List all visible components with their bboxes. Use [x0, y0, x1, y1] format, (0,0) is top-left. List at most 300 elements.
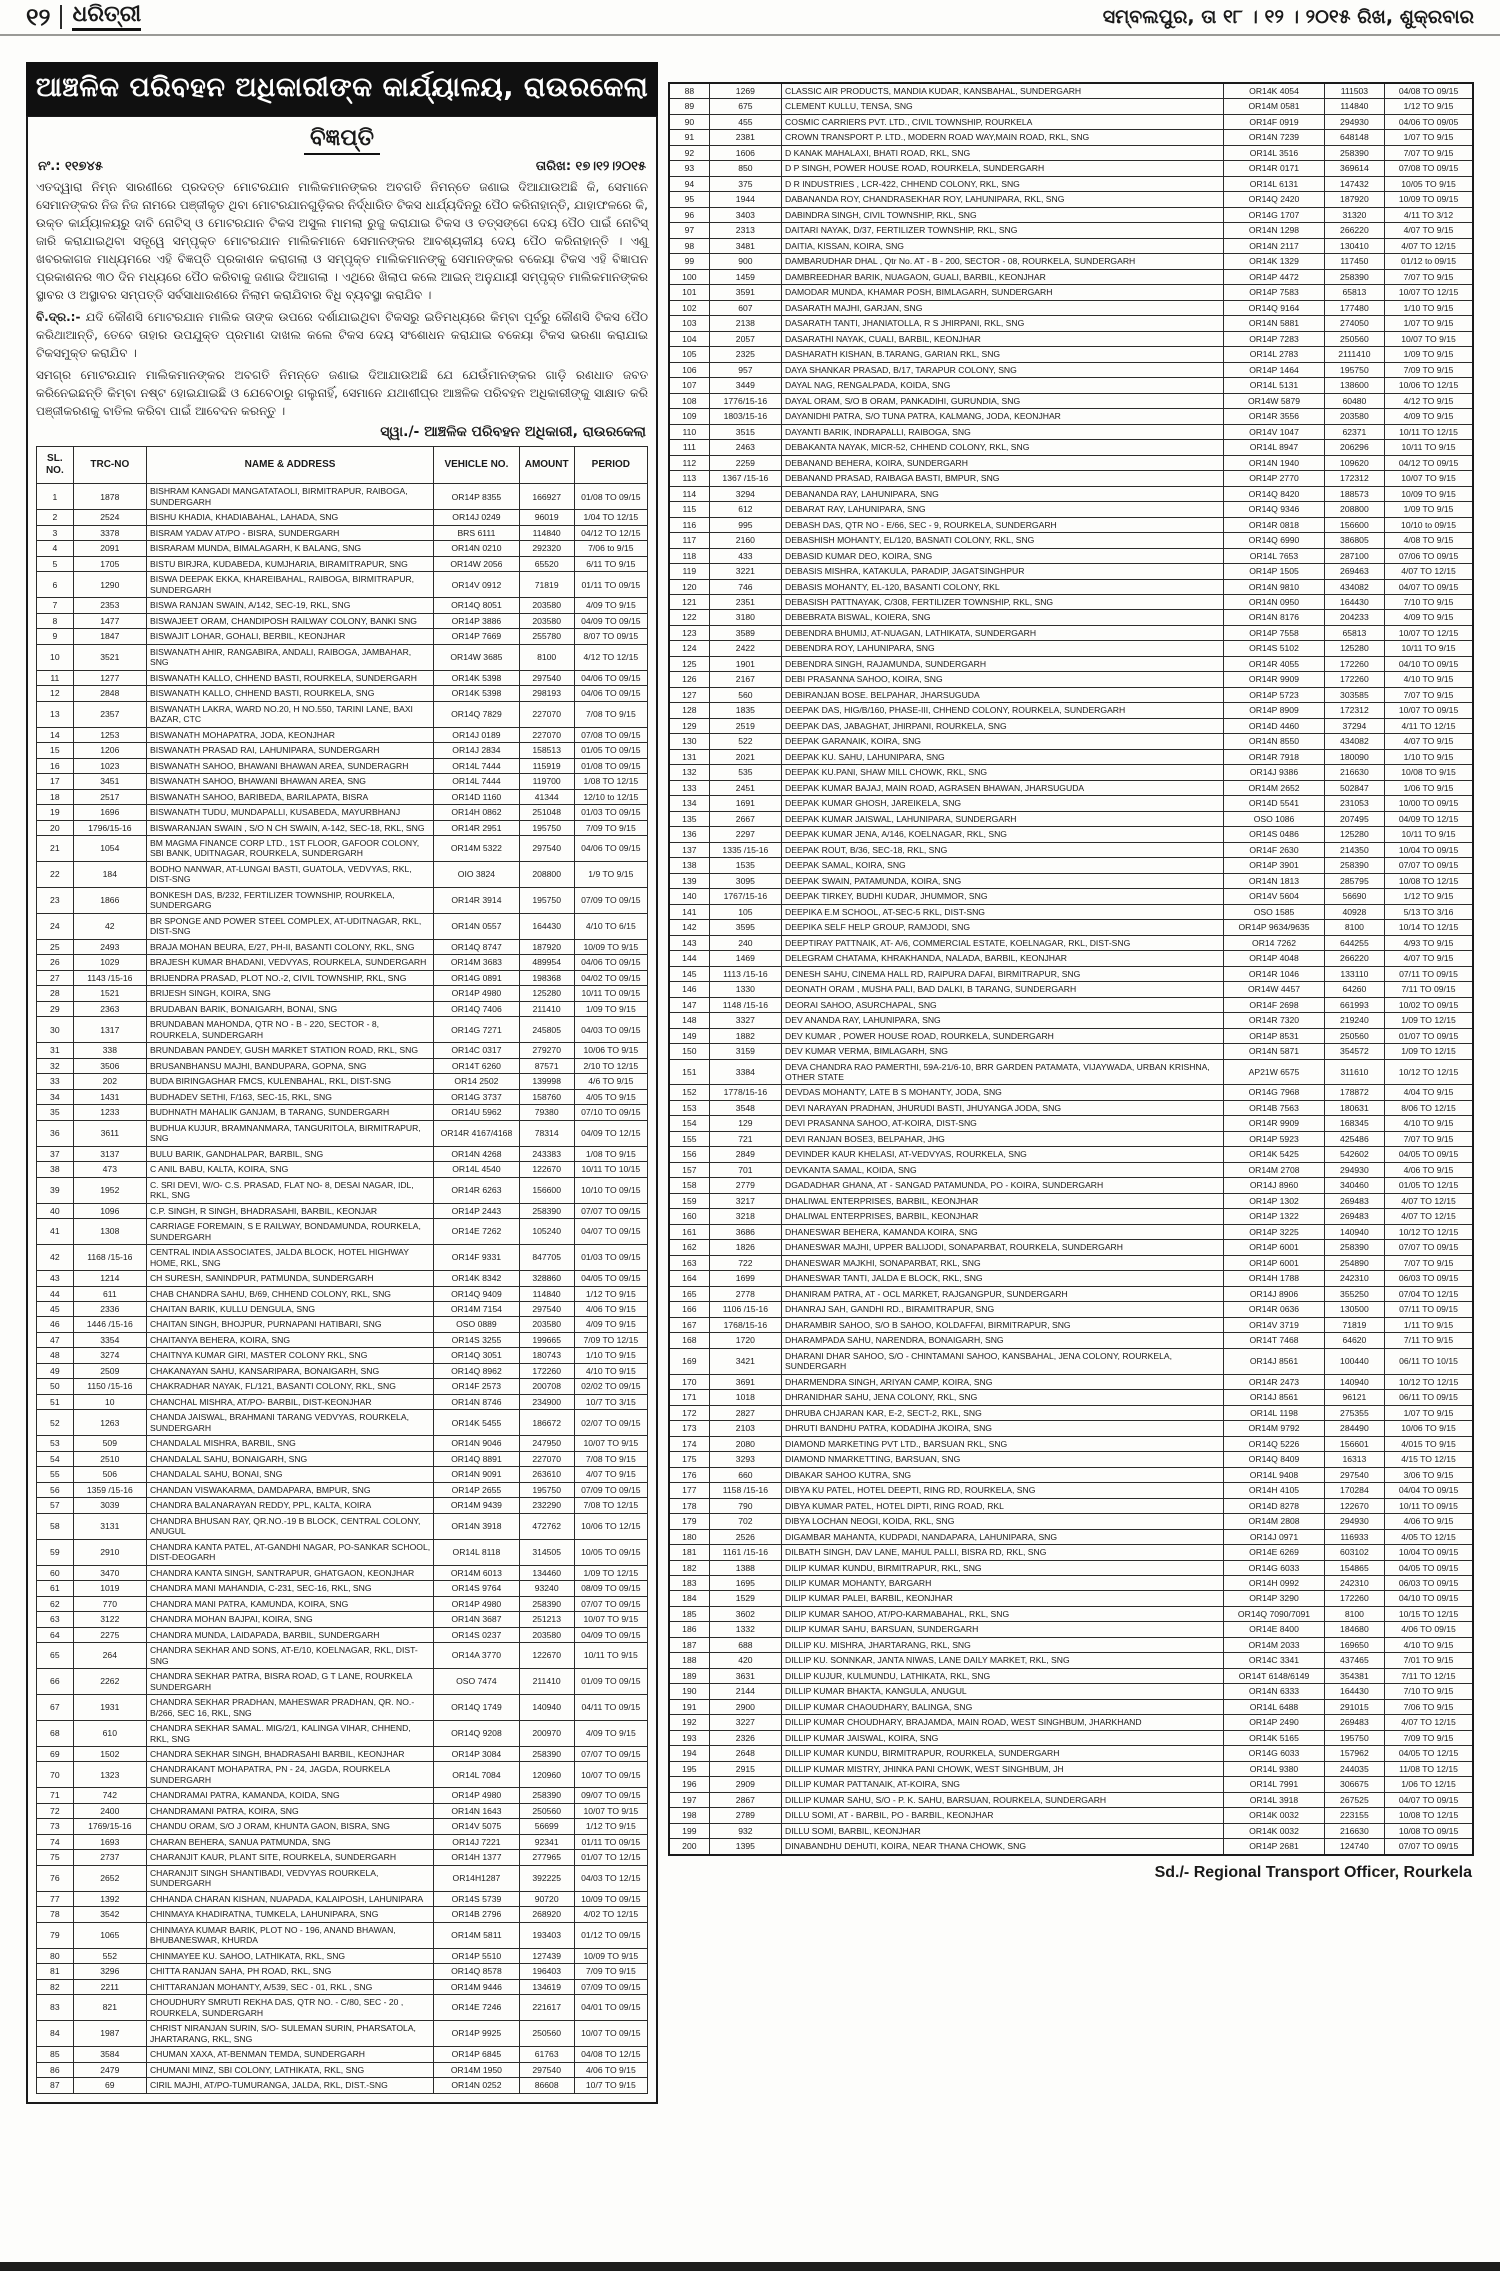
cell-vehicle: OR14P 9925: [434, 2021, 520, 2047]
cell-trc: 2400: [73, 1803, 146, 1818]
cell-trc: 1335 /15-16: [709, 842, 781, 857]
cell-vehicle: OR14J 8561: [1224, 1390, 1325, 1405]
cell-vehicle: OR14T 6148/6149: [1224, 1668, 1325, 1683]
cell-name: CHANDRAMANI PATRA, KOIRA, SNG: [146, 1803, 433, 1818]
cell-trc: 2652: [73, 1865, 146, 1891]
cell-amount: 211410: [519, 1669, 574, 1695]
cell-amount: 234900: [519, 1394, 574, 1409]
cell-period: 10/07 TO 9/15: [1385, 331, 1473, 346]
cell-period: 4/93 TO 9/15: [1385, 935, 1473, 950]
cell-sl: 159: [669, 1193, 709, 1208]
cell-amount: 206296: [1324, 440, 1384, 455]
cell-amount: 109620: [1324, 455, 1384, 470]
cell-period: 04/05 TO 09/15: [1385, 1147, 1473, 1162]
cell-name: DASHARATH KISHAN, B.TARANG, GARIAN RKL, SNG: [782, 347, 1224, 362]
cell-vehicle: OR14S 5739: [434, 1891, 520, 1906]
cell-vehicle: OR14L 7084: [434, 1762, 520, 1788]
table-row: [669, 1224, 1473, 1239]
cell-amount: 180743: [519, 1348, 574, 1363]
cell-trc: 1029: [73, 955, 146, 970]
cell-trc: 850: [709, 161, 781, 176]
cell-amount: 294930: [1324, 1514, 1384, 1529]
cell-vehicle: OR14N 0950: [1224, 594, 1325, 609]
cell-sl: 48: [37, 1348, 74, 1363]
cell-sl: 122: [669, 610, 709, 625]
table-row: [37, 1162, 648, 1177]
table-row: [37, 556, 648, 571]
table-row: [669, 300, 1473, 315]
cell-name: BISWANATH AHIR, RANGABIRA, ANDALI, RAIBOGA, JAMBAHAR, SNG: [146, 644, 433, 670]
table-row: [669, 641, 1473, 656]
table-row: [669, 1333, 1473, 1348]
column-header-vehicle: VEHICLE NO.: [434, 447, 520, 484]
cell-amount: 269483: [1324, 1209, 1384, 1224]
cell-trc: 3481: [709, 238, 781, 253]
cell-trc: 1699: [709, 1271, 781, 1286]
cell-name: CHANDRA MUNDA, LAIDAPADA, BARBIL, SUNDERGARH: [146, 1627, 433, 1642]
cell-vehicle: OR14N 3918: [434, 1513, 520, 1539]
cell-trc: 3449: [709, 378, 781, 393]
cell-vehicle: OR14L 3918: [1224, 1792, 1325, 1807]
cell-name: DAYAL ORAM, S/O B ORAM, PANKADIHI, GURUNDIA, SNG: [782, 393, 1224, 408]
cell-amount: 250560: [1324, 1028, 1384, 1043]
cell-amount: 434082: [1324, 579, 1384, 594]
cell-period: 1/07 TO 9/15: [1385, 1405, 1473, 1420]
cell-name: DHARAMBIR SAHOO, S/O B SAHOO, KOLDAFFAI, BIRMITRAPUR, SNG: [782, 1317, 1224, 1332]
cell-amount: 122670: [1324, 1498, 1384, 1513]
cell-period: 04/06 TO 09/15: [574, 670, 647, 685]
cell-vehicle: OR14S 0237: [434, 1627, 520, 1642]
cell-period: 04/09 TO 09/15: [574, 613, 647, 628]
cell-sl: 70: [37, 1762, 74, 1788]
cell-vehicle: OR14Q 9409: [434, 1286, 520, 1301]
table-row: [669, 656, 1473, 671]
cell-trc: 552: [73, 1948, 146, 1963]
cell-period: 10/08 TO 09/15: [1385, 1823, 1473, 1838]
cell-amount: 92341: [519, 1834, 574, 1849]
table-row: [37, 629, 648, 644]
cell-sl: 13: [37, 701, 74, 727]
cell-period: 07/07 TO 09/15: [1385, 1839, 1473, 1855]
cell-period: 4/07 TO 12/15: [1385, 1193, 1473, 1208]
cell-trc: 3131: [73, 1513, 146, 1539]
cell-sl: 160: [669, 1209, 709, 1224]
table-row: [37, 774, 648, 789]
cell-amount: 116933: [1324, 1529, 1384, 1544]
cell-amount: 258390: [519, 1747, 574, 1762]
cell-sl: 49: [37, 1363, 74, 1378]
cell-amount: 279270: [519, 1043, 574, 1058]
cell-period: 1/09 TO 12/15: [1385, 1044, 1473, 1059]
cell-vehicle: OR14Q 7090/7091: [1224, 1606, 1325, 1621]
cell-sl: 189: [669, 1668, 709, 1683]
cell-vehicle: OR14L 7444: [434, 758, 520, 773]
table-row: [37, 1891, 648, 1906]
cell-sl: 90: [669, 114, 709, 129]
cell-trc: 1952: [73, 1177, 146, 1203]
cell-amount: 203580: [519, 1317, 574, 1332]
cell-period: 07/07 TO 09/15: [574, 1596, 647, 1611]
cell-trc: 240: [709, 935, 781, 950]
cell-name: CHANDRA MANI PATRA, KAMUNDA, KOIRA, SNG: [146, 1596, 433, 1611]
cell-trc: 3294: [709, 486, 781, 501]
cell-trc: 1096: [73, 1203, 146, 1218]
cell-amount: 154865: [1324, 1560, 1384, 1575]
cell-period: 10/07 TO 09/15: [574, 2021, 647, 2047]
cell-trc: 3180: [709, 610, 781, 625]
tax-defaulters-table-left: [36, 446, 648, 2094]
cell-vehicle: OSO 7474: [434, 1669, 520, 1695]
cell-trc: 1290: [73, 572, 146, 598]
cell-period: 4/08 TO 9/15: [1385, 533, 1473, 548]
cell-amount: 258390: [519, 1596, 574, 1611]
table-row: [37, 1788, 648, 1803]
notice-date: ତାରିଖ: ୧୭।୧୨।୨୦୧୫: [535, 159, 646, 174]
cell-sl: 115: [669, 502, 709, 517]
cell-sl: 74: [37, 1834, 74, 1849]
cell-amount: 195750: [1324, 362, 1384, 377]
cell-vehicle: OR14 2502: [434, 1074, 520, 1089]
cell-vehicle: OR14N 9091: [434, 1467, 520, 1482]
cell-trc: 1054: [73, 836, 146, 862]
cell-period: 07/08 TO 09/15: [574, 727, 647, 742]
table-row: [669, 1684, 1473, 1699]
cell-name: DILIP KUMAR MOHANTY, BARGARH: [782, 1575, 1224, 1590]
cell-name: DHANESWAR MAJHI, UPPER BALIJODI, SONAPARBAT, ROURKELA, SUNDERGARH: [782, 1240, 1224, 1255]
cell-trc: 1065: [73, 1922, 146, 1948]
table-row: [37, 1922, 648, 1948]
cell-amount: 96121: [1324, 1390, 1384, 1405]
cell-trc: 2493: [73, 939, 146, 954]
cell-trc: 2325: [709, 347, 781, 362]
cell-vehicle: OR14M 3683: [434, 955, 520, 970]
cell-trc: 702: [709, 1514, 781, 1529]
cell-amount: 117450: [1324, 254, 1384, 269]
cell-trc: 3274: [73, 1348, 146, 1363]
table-row: [669, 1013, 1473, 1028]
cell-trc: 3217: [709, 1193, 781, 1208]
cell-period: 1/04 TO 12/15: [574, 510, 647, 525]
cell-name: CHUMANI MINZ, SBI COLONY, LATHIKATA, RKL, SNG: [146, 2062, 433, 2077]
table-row: [669, 1637, 1473, 1652]
cell-name: DAMBREEDHAR BARIK, NUAGAON, GUALI, BARBIL, KEONJHAR: [782, 269, 1224, 284]
cell-sl: 152: [669, 1085, 709, 1100]
cell-name: DEBASIS MOHANTY, EL-120, BASANTI COLONY, RKL: [782, 579, 1224, 594]
cell-amount: 434082: [1324, 734, 1384, 749]
cell-sl: 86: [37, 2062, 74, 2077]
cell-sl: 190: [669, 1684, 709, 1699]
cell-vehicle: OR14M 5811: [434, 1922, 520, 1948]
cell-amount: 847705: [519, 1245, 574, 1271]
cell-trc: 509: [73, 1436, 146, 1451]
table-row: [37, 1819, 648, 1834]
cell-amount: 140940: [1324, 1374, 1384, 1389]
table-row: [669, 362, 1473, 377]
cell-vehicle: OR14Q 3051: [434, 1348, 520, 1363]
cell-period: 1/07 TO 9/15: [1385, 130, 1473, 145]
cell-period: 10/7 TO 3/15: [574, 1394, 647, 1409]
cell-sl: 138: [669, 858, 709, 873]
cell-name: CHINMAYA KHADIRATNA, TUMKELA, LAHUNIPARA, SNG: [146, 1907, 433, 1922]
cell-amount: 243383: [519, 1146, 574, 1161]
cell-period: 4/015 TO 9/15: [1385, 1436, 1473, 1451]
table-row: [37, 2047, 648, 2062]
cell-name: CHAB CHANDRA SAHU, B/69, CHHEND COLONY, RKL, SNG: [146, 1286, 433, 1301]
note-label: ବି.ଦ୍ର.:-: [36, 310, 81, 324]
cell-vehicle: OR14N 0557: [434, 913, 520, 939]
table-row: [669, 1209, 1473, 1224]
cell-name: DILIP KUMAR PALEI, BARBIL, KEONJHAR: [782, 1591, 1224, 1606]
cell-trc: 1535: [709, 858, 781, 873]
cell-trc: 1233: [73, 1105, 146, 1120]
cell-sl: 9: [37, 629, 74, 644]
cell-sl: 187: [669, 1637, 709, 1652]
cell-sl: 117: [669, 533, 709, 548]
cell-amount: 60480: [1324, 393, 1384, 408]
cell-vehicle: OR14Q 7829: [434, 701, 520, 727]
cell-sl: 22: [37, 861, 74, 887]
cell-amount: 303585: [1324, 687, 1384, 702]
cell-vehicle: OR14P 4472: [1224, 269, 1325, 284]
table-row: [669, 440, 1473, 455]
cell-period: 4/07 TO 12/15: [1385, 238, 1473, 253]
table-row: [37, 1565, 648, 1580]
cell-vehicle: OR14M 9446: [434, 1979, 520, 1994]
cell-amount: 386805: [1324, 533, 1384, 548]
cell-amount: 200970: [519, 1721, 574, 1747]
cell-sl: 126: [669, 672, 709, 687]
table-row: [669, 811, 1473, 826]
cell-amount: 125280: [1324, 641, 1384, 656]
table-row: [669, 99, 1473, 114]
cell-name: DEEPAK SWAIN, PATAMUNDA, KOIRA, SNG: [782, 873, 1224, 888]
cell-amount: 90720: [519, 1891, 574, 1906]
cell-vehicle: OR14L 8947: [1224, 440, 1325, 455]
cell-period: 04/06 TO 09/15: [574, 686, 647, 701]
cell-sl: 67: [37, 1695, 74, 1721]
cell-amount: 291015: [1324, 1699, 1384, 1714]
cell-period: 07/09 TO 09/15: [574, 887, 647, 913]
table-row: [669, 1839, 1473, 1855]
cell-period: 01/08 TO 09/15: [574, 484, 647, 510]
cell-name: DHANIRAM PATRA, AT - OCL MARKET, RAJGANGPUR, SUNDERGARH: [782, 1286, 1224, 1301]
cell-name: DASARATH TANTI, JHANIATOLLA, R S JHIRPANI, RKL, SNG: [782, 316, 1224, 331]
cell-amount: 542602: [1324, 1147, 1384, 1162]
cell-vehicle: OR14P 3225: [1224, 1224, 1325, 1239]
cell-name: CIRIL MAJHI, AT/PO-TUMURANGA, JALDA, RKL, DIST.-SNG: [146, 2078, 433, 2093]
cell-name: CHOUDHURY SMRUTI REKHA DAS, QTR NO. - C/80, SEC - 20 , ROURKELA, SUNDERGARH: [146, 1995, 433, 2021]
cell-trc: 3506: [73, 1058, 146, 1073]
cell-sl: 103: [669, 316, 709, 331]
cell-name: DILLU SOMI, BARBIL, KEONJHAR: [782, 1823, 1224, 1838]
table-row: [37, 484, 648, 510]
table-header-row: [37, 447, 648, 484]
cell-period: 10/10 TO 09/15: [574, 1177, 647, 1203]
cell-amount: 2111410: [1324, 347, 1384, 362]
cell-vehicle: OR14R 0818: [1224, 517, 1325, 532]
cell-period: 04/12 TO 12/15: [574, 525, 647, 540]
cell-amount: 195750: [519, 1482, 574, 1497]
cell-vehicle: OR14N 4268: [434, 1146, 520, 1161]
cell-trc: 2648: [709, 1746, 781, 1761]
cell-name: CH SURESH, SANINDPUR, PATMUNDA, SUNDERGARH: [146, 1271, 433, 1286]
cell-trc: 1308: [73, 1219, 146, 1245]
table-row: [669, 1560, 1473, 1575]
cell-period: 4/07 TO 9/15: [574, 1467, 647, 1482]
cell-period: 1/10 TO 9/15: [1385, 749, 1473, 764]
cell-trc: 455: [709, 114, 781, 129]
table-row: [669, 1452, 1473, 1467]
cell-trc: 2167: [709, 672, 781, 687]
cell-sl: 135: [669, 811, 709, 826]
cell-vehicle: OR14R 9909: [1224, 672, 1325, 687]
cell-period: 06/03 TO 09/15: [1385, 1271, 1473, 1286]
cell-trc: 721: [709, 1131, 781, 1146]
notice-heading-wrap: [36, 125, 648, 155]
cell-vehicle: OR14K 8342: [434, 1271, 520, 1286]
cell-sl: 130: [669, 734, 709, 749]
cell-name: CHAITAN SINGH, BHOJPUR, PURNAPANI HATIBARI, SNG: [146, 1317, 433, 1332]
cell-amount: 294930: [1324, 114, 1384, 129]
cell-trc: 10: [73, 1394, 146, 1409]
cell-name: DEBIRANJAN BOSE. BELPAHAR, JHARSUGUDA: [782, 687, 1224, 702]
cell-amount: 354572: [1324, 1044, 1384, 1059]
cell-period: 01/12 to 09/15: [1385, 254, 1473, 269]
cell-name: BUDHNATH MAHALIK GANJAM, B TARANG, SUNDERGARH: [146, 1105, 433, 1120]
cell-name: DILLIP KU. SONNKAR, JANTA NIWAS, LANE DAILY MARKET, RKL, SNG: [782, 1653, 1224, 1668]
cell-sl: 163: [669, 1255, 709, 1270]
cell-name: DEV ANANDA RAY, LAHUNIPARA, SNG: [782, 1013, 1224, 1028]
cell-sl: 12: [37, 686, 74, 701]
cell-sl: 72: [37, 1803, 74, 1818]
cell-period: 7/11 TO 12/15: [1385, 1668, 1473, 1683]
cell-amount: 134619: [519, 1979, 574, 1994]
cell-vehicle: OR14L 2783: [1224, 347, 1325, 362]
cell-vehicle: OR14G 7271: [434, 1017, 520, 1043]
cell-sl: 110: [669, 424, 709, 439]
cell-trc: 1778/15-16: [709, 1085, 781, 1100]
cell-name: BRIJESH SINGH, KOIRA, SNG: [146, 986, 433, 1001]
cell-vehicle: OR14D 4460: [1224, 718, 1325, 733]
cell-name: DEV KUMAR , POWER HOUSE ROAD, ROURKELA, SUNDERGARH: [782, 1028, 1224, 1043]
cell-period: 7/06 to 9/15: [574, 541, 647, 556]
cell-amount: 164430: [519, 913, 574, 939]
table-row: [669, 145, 1473, 160]
cell-vehicle: OR14P 5923: [1224, 1131, 1325, 1146]
cell-vehicle: OR14L 6131: [1224, 176, 1325, 191]
cell-sl: 191: [669, 1699, 709, 1714]
table-row: [669, 533, 1473, 548]
cell-amount: 355250: [1324, 1286, 1384, 1301]
cell-sl: 195: [669, 1761, 709, 1776]
cell-trc: 3384: [709, 1059, 781, 1085]
cell-vehicle: OR14Q 9346: [1224, 502, 1325, 517]
table-row: [37, 1436, 648, 1451]
cell-sl: 78: [37, 1907, 74, 1922]
cell-name: DEVI NARAYAN PRADHAN, JHURUDI BASTI, JHUYANGA JODA, SNG: [782, 1100, 1224, 1115]
cell-name: BISWARANJAN SWAIN , S/O N CH SWAIN, A-142, SEC-18, RKL, SNG: [146, 820, 433, 835]
table-row: [37, 1669, 648, 1695]
cell-period: 7/11 TO 9/15: [1385, 1333, 1473, 1348]
cell-trc: 2789: [709, 1808, 781, 1823]
cell-name: CHARANJIT KAUR, PLANT SITE, ROURKELA, SUNDERGARH: [146, 1850, 433, 1865]
table-row: [669, 858, 1473, 873]
table-row: [669, 1514, 1473, 1529]
cell-vehicle: OR14H 1377: [434, 1850, 520, 1865]
cell-trc: 2737: [73, 1850, 146, 1865]
cell-vehicle: OR14J 7221: [434, 1834, 520, 1849]
table-row: [37, 1695, 648, 1721]
cell-sl: 141: [669, 904, 709, 919]
cell-period: 01/11 TO 09/15: [574, 572, 647, 598]
cell-name: DHARMENDRA SINGH, ARIYAN CAMP, KOIRA, SNG: [782, 1374, 1224, 1389]
table-row: [37, 1146, 648, 1161]
cell-amount: 87571: [519, 1058, 574, 1073]
cell-period: 10/06 TO 12/15: [574, 1513, 647, 1539]
cell-vehicle: OR14W 3685: [434, 644, 520, 670]
cell-period: 4/06 TO 09/15: [1385, 1622, 1473, 1637]
cell-period: 7/07 TO 9/15: [1385, 1131, 1473, 1146]
cell-period: 11/08 TO 12/15: [1385, 1761, 1473, 1776]
cell-trc: 1847: [73, 629, 146, 644]
cell-amount: 164430: [1324, 1684, 1384, 1699]
cell-amount: 297540: [1324, 1467, 1384, 1482]
masthead-left: [26, 3, 141, 31]
cell-sl: 125: [669, 656, 709, 671]
cell-name: DEVKANTA SAMAL, KOIDA, SNG: [782, 1162, 1224, 1177]
cell-amount: 56699: [519, 1819, 574, 1834]
cell-name: CHANDRAMAI PATRA, KAMANDA, KOIDA, SNG: [146, 1788, 433, 1803]
cell-name: DEBAKANTA NAYAK, MICR-52, CHHEND COLONY, RKL, SNG: [782, 440, 1224, 455]
notice-box: [26, 116, 658, 2104]
cell-sl: 186: [669, 1622, 709, 1637]
cell-name: DAMODAR MUNDA, KHAMAR POSH, BIMLAGARH, SUNDERGARH: [782, 285, 1224, 300]
table-row: [669, 130, 1473, 145]
cell-vehicle: OR14Q 8962: [434, 1363, 520, 1378]
cell-amount: 100440: [1324, 1348, 1384, 1374]
cell-name: DEBANAND PRASAD, RAIBAGA BASTI, BMPUR, SNG: [782, 471, 1224, 486]
cell-amount: 156600: [1324, 517, 1384, 532]
cell-sl: 47: [37, 1332, 74, 1347]
cell-sl: 116: [669, 517, 709, 532]
cell-vehicle: OR14J 9386: [1224, 765, 1325, 780]
table-row: [37, 510, 648, 525]
cell-sl: 55: [37, 1467, 74, 1482]
cell-sl: 114: [669, 486, 709, 501]
cell-amount: 258390: [1324, 269, 1384, 284]
table-row: [37, 986, 648, 1001]
cell-amount: 274050: [1324, 316, 1384, 331]
cell-period: 10/09 TO 9/15: [574, 939, 647, 954]
cell-trc: 3293: [709, 1452, 781, 1467]
table-row: [37, 1451, 648, 1466]
cell-vehicle: OR14F 2698: [1224, 997, 1325, 1012]
cell-vehicle: OR14E 7246: [434, 1995, 520, 2021]
cell-name: CHANDALAL SAHU, BONAI, SNG: [146, 1467, 433, 1482]
cell-period: 10/12 TO 12/15: [1385, 1224, 1473, 1239]
cell-trc: 1269: [709, 83, 781, 99]
cell-name: CHAITNYA KUMAR GIRI, MASTER COLONY RKL, SNG: [146, 1348, 433, 1363]
cell-name: BISWANATH SAHOO, BHAWANI BHAWAN AREA, SUNDERAGRH: [146, 758, 433, 773]
cell-name: DEBANANDA RAY, LAHUNIPARA, SNG: [782, 486, 1224, 501]
cell-period: 04/12 TO 09/15: [1385, 455, 1473, 470]
cell-name: DILBATH SINGH, DAV LANE, MAHUL PALLI, BISRA RD, RKL, SNG: [782, 1545, 1224, 1560]
cell-amount: 269483: [1324, 1193, 1384, 1208]
cell-period: 7/07 TO 9/15: [1385, 145, 1473, 160]
cell-period: 4/11 TO 3/12: [1385, 207, 1473, 222]
cell-vehicle: OR14N 0252: [434, 2078, 520, 2093]
cell-name: DILLIP KUMAR BHAKTA, KANGULA, ANUGUL: [782, 1684, 1224, 1699]
